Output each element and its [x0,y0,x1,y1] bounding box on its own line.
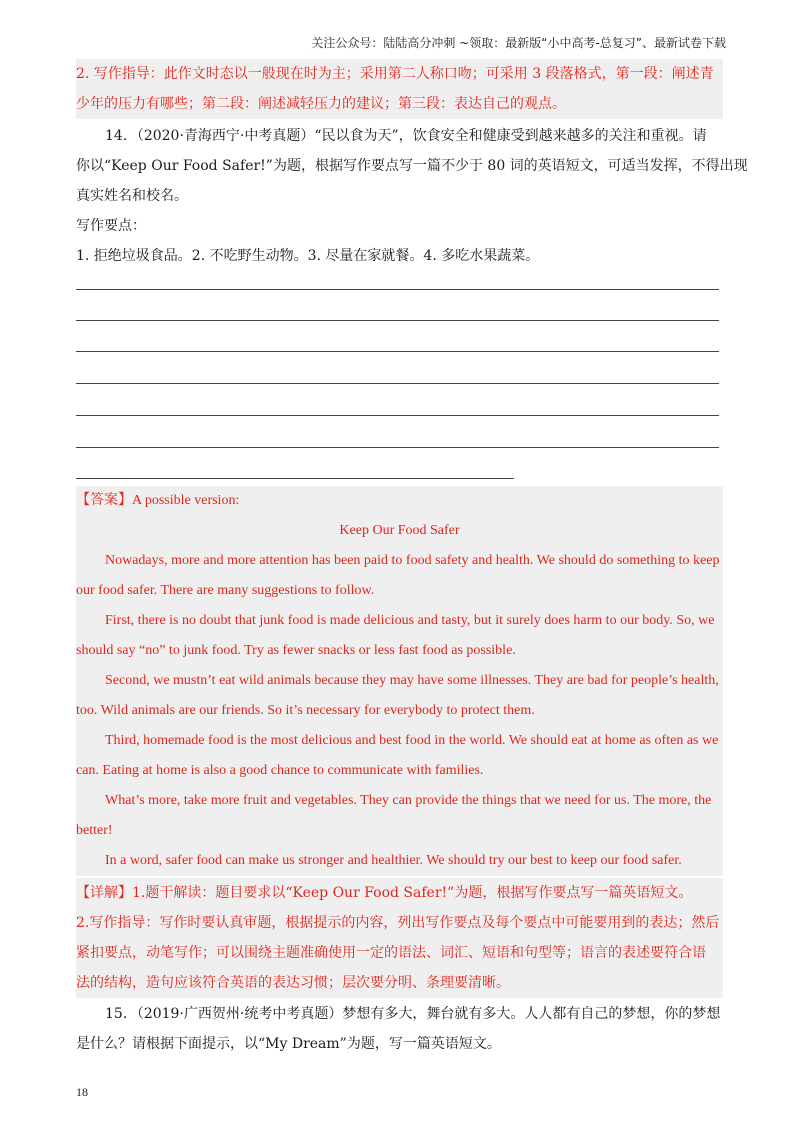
essay-line: Third, homemade food is the most delicious and best food in the world. We should eat at home as often as we [105,733,719,748]
answer-label: 【答案】A possible version: [76,493,240,508]
answer-line [76,478,514,479]
answer-line [76,351,719,352]
question-14-line: 14．（2020·青海西宁·中考真题）“民以食为天”，饮食安全和健康受到越来越多的关注和重视。请 [105,128,707,144]
essay-line: Nowadays, more and more attention has been paid to food safety and health. We should do something to keep [105,553,720,568]
writing-points-label: 写作要点： [76,218,146,234]
question-15-line: 是什么？请根据下面提示，以“My Dream”为题，写一篇英语短文。 [76,1036,501,1052]
essay-line: can. Eating at home is also a good chance to communicate with families. [76,763,484,778]
essay-title: Keep Our Food Safer [339,523,460,538]
essay-line: better! [76,823,113,838]
detail-line: 紧扣要点，动笔写作；可以围绕主题准确使用一定的语法、词汇、短语和句型等；语言的表述要符合语 [76,945,706,961]
previous-writing-guidance [76,59,723,119]
detail-line: 【详解】1.题干解读：题目要求以“Keep Our Food Safer!”为题，根据写作要点写一篇英语短文。 [76,885,693,901]
essay-line: should say “no” to junk food. Try as fewer snacks or less fast food as possible. [76,643,516,658]
answer-line [76,320,719,321]
guidance-line: 2. 写作指导：此作文时态以一般现在时为主；采用第二人称口吻；可采用 3 段落格式，第一段：阐述青 [76,66,714,82]
guidance-line: 少年的压力有哪些；第二段：阐述减轻压力的建议；第三段：表达自己的观点。 [76,96,566,112]
question-15 [76,999,723,1059]
essay-line: In a word, safer food can make us stronger and healthier. We should try our best to keep our food safer. [105,853,682,868]
detail-explanation [76,878,723,998]
essay-line: What’s more, take more fruit and vegetables. They can provide the things that we need for us. The more, the [105,793,712,808]
writing-points: 1. 拒绝垃圾食品。2. 不吃野生动物。3. 尽量在家就餐。4. 多吃水果蔬菜。 [76,248,540,264]
essay-line: First, there is no doubt that junk food is made delicious and tasty, but it surely does harm to our body. So, we [105,613,715,628]
essay-line: Second, we mustn’t eat wild animals because they may have some illnesses. They are bad for people’s health, [105,673,719,688]
question-14-line: 真实姓名和校名。 [76,188,188,204]
answer-line [76,447,719,448]
answer-line [76,415,719,416]
question-14 [76,121,748,271]
question-15-line: 15．（2019·广西贺州·统考中考真题）梦想有多大，舞台就有多大。人人都有自己的梦想，你的梦想 [105,1006,721,1022]
detail-line: 法的结构，造句应该符合英语的表达习惯；层次要分明、条理要清晰。 [76,975,510,991]
page-number: 18 [76,1085,88,1099]
page-header: 关注公众号：陆陆高分冲刺 ~领取：最新版“小中高考-总复习”、最新试卷下载 [311,36,726,50]
answer-section [76,486,723,876]
essay-line: too. Wild animals are our friends. So it’s necessary for everybody to protect them. [76,703,535,718]
answer-line [76,383,719,384]
answer-line [76,289,719,290]
essay-line: our food safer. There are many suggestions to follow. [76,583,375,598]
detail-line: 2.写作指导：写作时要认真审题，根据提示的内容，列出写作要点及每个要点中可能要用到的表达；然后 [76,915,720,931]
question-14-line: 你以“Keep Our Food Safer!”为题，根据写作要点写一篇不少于 80 词的英语短文，可适当发挥，不得出现 [76,158,748,174]
